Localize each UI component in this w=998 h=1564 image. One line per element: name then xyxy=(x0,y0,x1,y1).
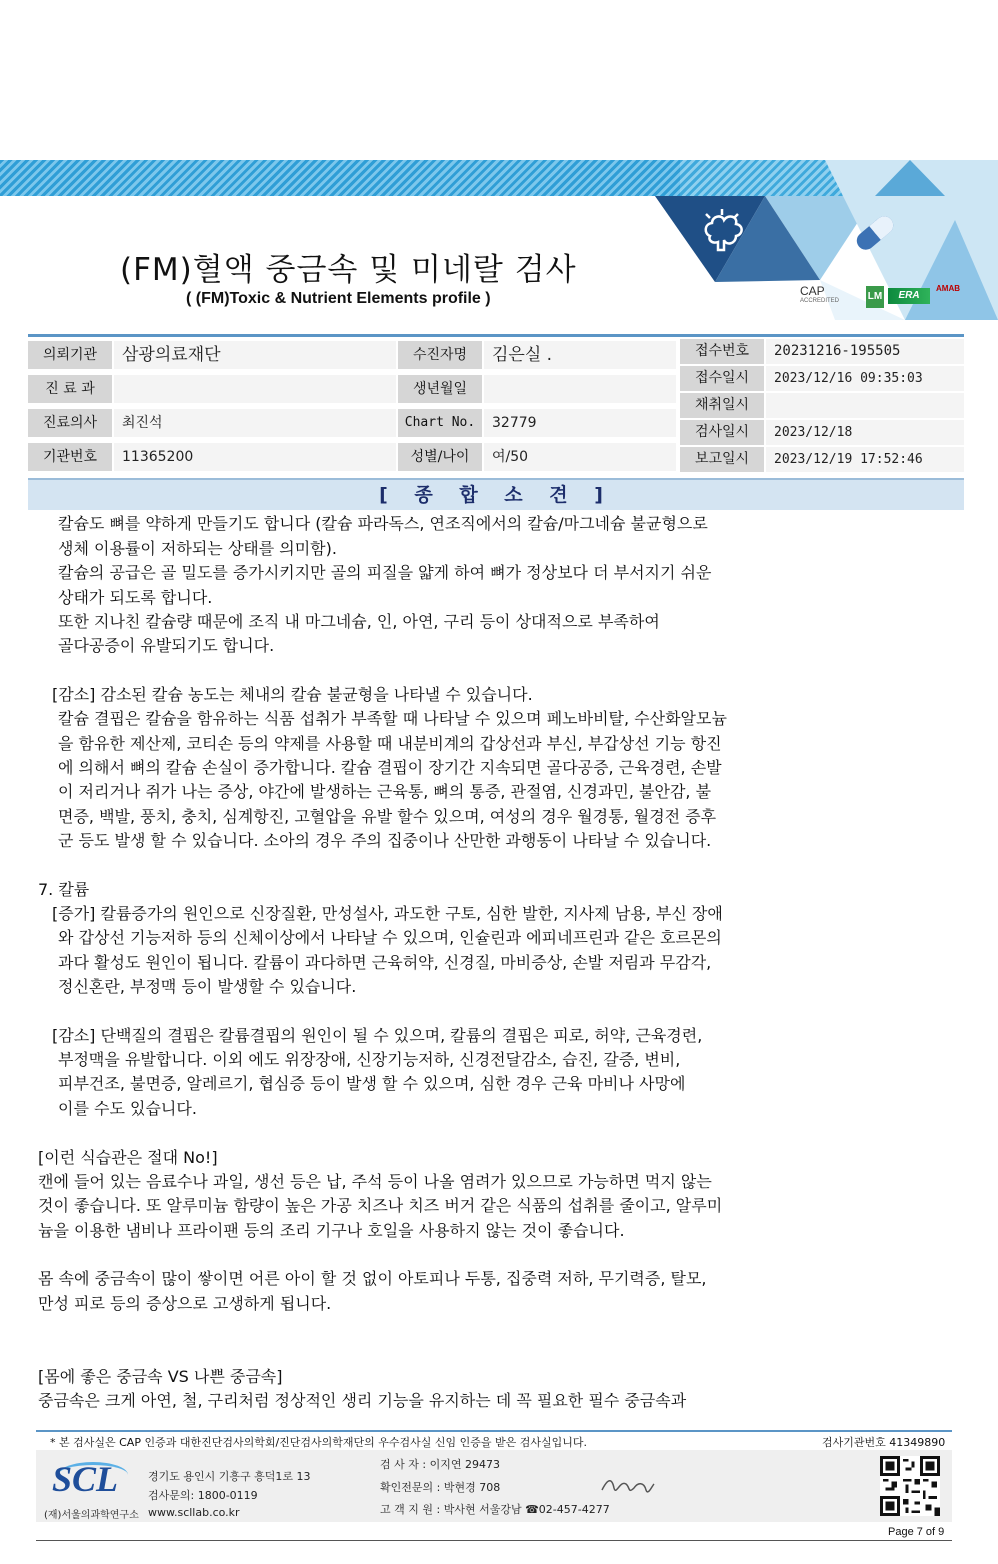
text-line: 것이 좋습니다. 또 알루미늄 함량이 높은 가공 치즈나 치즈 버거 같은 식품의 섭취를 줄이고, 알루미 xyxy=(38,1196,723,1215)
footer-support: 고 객 지 원 : 박사현 서울강남 ☎02-457-4277 xyxy=(380,1503,610,1516)
amab-logo: AMAB xyxy=(936,284,960,293)
label-receipt-no: 접수번호 xyxy=(680,339,764,364)
value-chart-no: 32779 xyxy=(484,409,676,437)
value-patient: 김은실 . xyxy=(484,341,676,369)
footer-website: www.scllab.co.kr xyxy=(148,1506,240,1519)
label-birth: 생년월일 xyxy=(398,375,482,403)
label-sex-age: 성별/나이 xyxy=(398,443,482,471)
brain-icon xyxy=(696,206,750,260)
section-heading: [몸에 좋은 중금속 VS 나쁜 중금속] xyxy=(38,1367,283,1386)
patient-info-table xyxy=(28,339,964,473)
value-inst-no: 11365200 xyxy=(114,443,396,471)
cap-logo: CAP ACCREDITED xyxy=(800,284,840,304)
text-line: 칼슘 결핍은 칼슘을 함유하는 식품 섭취가 부족할 때 나타날 수 있으며 페노바비탈, 수산화알모늄 xyxy=(58,709,727,728)
scl-logo: SCL xyxy=(52,1459,119,1499)
report-subtitle: ( (FM)Toxic & Nutrient Elements profile ) xyxy=(186,290,491,307)
value-birth xyxy=(484,375,676,403)
text-line: 생체 이용률이 저하되는 상태를 의미함). xyxy=(58,539,337,558)
footer-inquiry: 검사문의: 1800-0119 xyxy=(148,1489,258,1502)
value-department xyxy=(114,375,396,403)
text-line: 상태가 되도록 합니다. xyxy=(58,588,213,607)
value-receipt-date: 2023/12/16 09:35:03 xyxy=(766,366,964,391)
text-line: 캔에 들어 있는 음료수나 과일, 생선 등은 납, 주석 등이 나올 염려가 있으므로 가능하면 먹지 않는 xyxy=(38,1172,712,1191)
text-line: 피부건조, 불면증, 알레르기, 협심증 등이 발생 할 수 있으며, 심한 경우 근육 마비나 사망에 xyxy=(58,1074,686,1093)
text-line: 칼슘의 공급은 골 밀도를 증가시키지만 골의 피질을 얇게 하여 뼈가 정상보다 더 부서지기 쉬운 xyxy=(58,563,712,582)
footer-registration-number: 검사기관번호 41349890 xyxy=(822,1436,946,1449)
value-collect-date xyxy=(766,393,964,418)
value-report-date: 2023/12/19 17:52:46 xyxy=(766,447,964,472)
text-line: 늄을 이용한 냄비나 프라이팬 등의 조리 기구나 호일을 사용하지 않는 것이 좋습니다. xyxy=(38,1221,625,1240)
value-receipt-no: 20231216-195505 xyxy=(766,339,964,364)
text-line: [증가] 칼륨증가의 원인으로 신장질환, 만성설사, 과도한 구토, 심한 발한, 지사제 남용, 부신 장애 xyxy=(52,904,723,923)
summary-section-title: [ 종 합 소 견 ] xyxy=(28,478,964,510)
footer-accreditation-note: * 본 검사실은 CAP 인증과 대한진단검사의학회/진단검사의학재단의 우수검사실 신임 인증을 받은 검사실입니다. xyxy=(50,1436,588,1449)
lm-logo: LM xyxy=(866,286,884,308)
label-inst-no: 기관번호 xyxy=(28,443,112,471)
section-heading: 7. 칼륨 xyxy=(38,880,90,899)
label-institution: 의뢰기관 xyxy=(28,341,112,369)
label-department: 진 료 과 xyxy=(28,375,112,403)
text-line: 이를 수도 있습니다. xyxy=(58,1099,197,1118)
text-line: 중금속은 크게 아연, 철, 구리처럼 정상적인 생리 기능을 유지하는 데 꼭 필요한 필수 중금속과 xyxy=(38,1391,687,1410)
text-line: 정신혼란, 부정맥 등이 발생할 수 있습니다. xyxy=(58,977,357,996)
footer-rule xyxy=(36,1430,952,1432)
text-line: 와 갑상선 기능저하 등의 신체이상에서 나타날 수 있으며, 인슐린과 에피네프린과 같은 호르몬의 xyxy=(58,928,722,947)
text-line: 칼슘도 뼈를 약하게 만들기도 합니다 (칼슘 파라독스, 연조직에서의 칼슘/마그네슘 불균형으로 xyxy=(58,514,708,533)
specialist-signature xyxy=(600,1474,656,1502)
scl-logo-subtitle: (재)서울의과학연구소 xyxy=(44,1510,139,1521)
text-line: 에 의해서 뼈의 칼슘 손실이 증가합니다. 칼슘 결핍이 장기간 지속되면 골다공증, 근육경련, 손발 xyxy=(58,758,722,777)
label-receipt-date: 접수일시 xyxy=(680,366,764,391)
value-institution: 삼광의료재단 xyxy=(114,341,396,369)
text-line: 을 함유한 제산제, 코티손 등의 약제를 사용할 때 내분비계의 갑상선과 부신, 부갑상선 기능 항진 xyxy=(58,734,722,753)
value-test-date: 2023/12/18 xyxy=(766,420,964,445)
text-line: 만성 피로 등의 증상으로 고생하게 됩니다. xyxy=(38,1294,332,1313)
bottom-rule xyxy=(36,1540,952,1541)
report-title: (FM)혈액 중금속 및 미네랄 검사 xyxy=(120,252,577,288)
text-line: [감소] 감소된 칼슘 농도는 체내의 칼슘 불균형을 나타낼 수 있습니다. xyxy=(52,685,533,704)
accreditation-logos xyxy=(800,284,970,312)
section-heading: [이런 식습관은 절대 No!] xyxy=(38,1148,218,1167)
text-line: 부정맥을 유발합니다. 이외 에도 위장장애, 신장기능저하, 신경전달감소, 습진, 갈증, 변비, xyxy=(58,1050,681,1069)
era-logo: ERA xyxy=(888,288,930,304)
capsule-icon xyxy=(850,210,900,256)
label-chart-no: Chart No. xyxy=(398,409,482,437)
label-collect-date: 채취일시 xyxy=(680,393,764,418)
text-line: 면증, 백발, 풍치, 충치, 심계항진, 고혈압을 유발 할수 있으며, 여성의 경우 월경통, 월경전 증후 xyxy=(58,807,717,826)
text-line: 과다 활성도 원인이 됩니다. 칼륨이 과다하면 근육허약, 신경질, 마비증상, 손발 저림과 무감각, xyxy=(58,953,712,972)
text-line: [감소] 단백질의 결핍은 칼륨결핍의 원인이 될 수 있으며, 칼륨의 결핍은 피로, 허약, 근육경련, xyxy=(52,1026,703,1045)
text-line: 군 등도 발생 할 수 있습니다. 소아의 경우 주의 집중이나 산만한 과행동이 나타날 수 있습니다. xyxy=(58,831,712,850)
footer-address: 경기도 용인시 기흥구 흥덕1로 13 xyxy=(148,1470,311,1483)
footer-tester: 검 사 자 : 이지연 29473 xyxy=(380,1458,500,1471)
qr-code xyxy=(880,1456,940,1516)
text-line: 몸 속에 중금속이 많이 쌓이면 어른 아이 할 것 없이 아토피나 두통, 집중력 저하, 무기력증, 탈모, xyxy=(38,1269,707,1288)
text-line: 골다공증이 유발되기도 합니다. xyxy=(58,636,275,655)
label-patient: 수진자명 xyxy=(398,341,482,369)
text-line: 또한 지나친 칼슘량 때문에 조직 내 마그네슘, 인, 아연, 구리 등이 상대적으로 부족하여 xyxy=(58,612,660,631)
footer-specialist: 확인전문의 : 박현경 708 xyxy=(380,1481,501,1494)
info-table-top-rule xyxy=(28,334,964,337)
header-stripe-band-dark xyxy=(0,160,680,196)
label-report-date: 보고일시 xyxy=(680,447,764,472)
label-doctor: 진료의사 xyxy=(28,409,112,437)
value-sex-age: 여/50 xyxy=(484,443,676,471)
label-test-date: 검사일시 xyxy=(680,420,764,445)
text-line: 이 저리거나 쥐가 나는 증상, 야간에 발생하는 근육통, 뼈의 통증, 관절염, 신경과민, 불안감, 불 xyxy=(58,782,712,801)
value-doctor: 최진석 xyxy=(114,409,396,437)
page-number: Page 7 of 9 xyxy=(888,1526,945,1538)
